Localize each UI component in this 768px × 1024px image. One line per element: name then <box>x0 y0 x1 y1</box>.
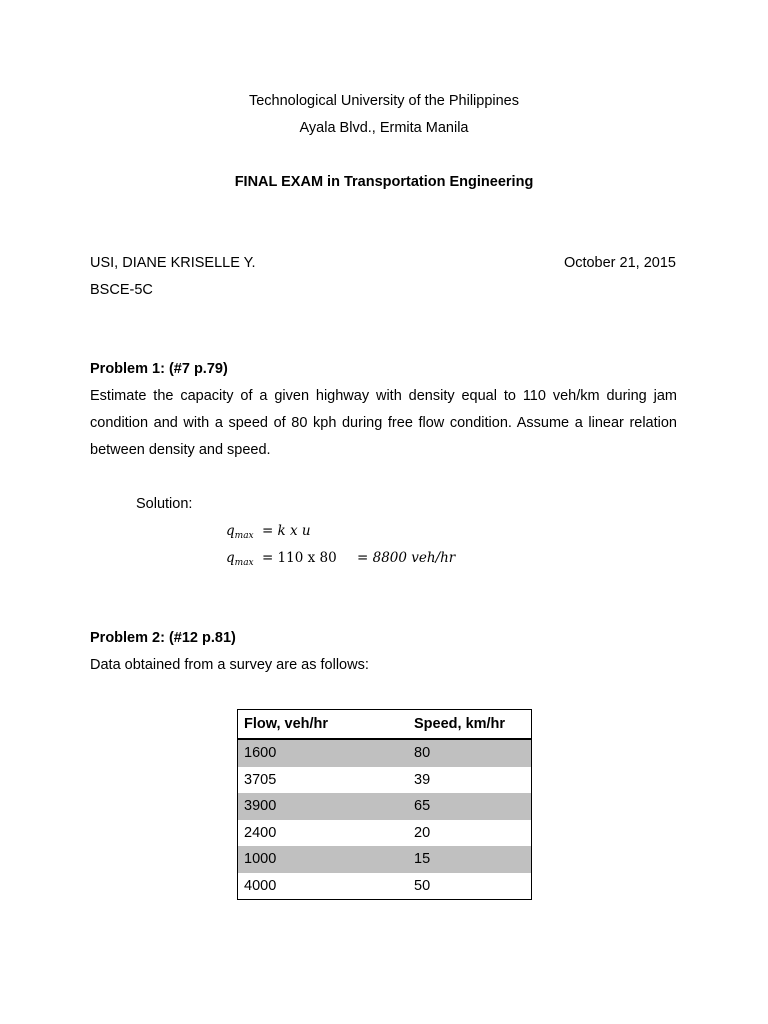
equation-1 <box>226 523 311 541</box>
student-name: USI, DIANE KRISELLE Y. <box>90 255 256 271</box>
student-section: BSCE-5C <box>90 282 153 298</box>
equation-2 <box>226 550 337 568</box>
exam-date: October 21, 2015 <box>563 255 676 271</box>
flow-cell: 4000 <box>244 877 277 894</box>
problem1-text: Estimate the capacity of a given highway with density equal to 110 veh/km during jam condition and with a speed of 80 kph during free flow condition. Assume a linear relation between density and speed. <box>90 388 677 458</box>
flow-cell: 3705 <box>244 771 277 788</box>
flow-cell: 1600 <box>238 739 409 767</box>
university-name: Technological University of the Philippines <box>248 93 519 109</box>
survey-table <box>237 709 532 900</box>
exam-title: FINAL EXAM in Transportation Engineering <box>234 174 534 190</box>
table-row <box>238 820 532 847</box>
speed-cell: 80 <box>408 739 532 767</box>
table-row <box>238 846 532 873</box>
eq2-result: = 8800 veh/hr <box>357 550 456 566</box>
header-flow: Flow, veh/hr <box>238 710 409 740</box>
solution-label: Solution: <box>136 496 193 512</box>
eq1-rhs: = k x u <box>261 523 311 539</box>
speed-cell: 15 <box>408 846 532 873</box>
university-address: Ayala Blvd., Ermita Manila <box>299 120 469 136</box>
table-row <box>238 793 532 820</box>
eq1-lhs-var: q <box>226 523 235 539</box>
table-row <box>238 873 532 900</box>
problem1-heading: Problem 1: (#7 p.79) <box>90 361 228 377</box>
table-row <box>238 739 532 767</box>
speed-cell: 39 <box>414 771 431 788</box>
eq2-lhs-sub: max <box>234 558 254 568</box>
speed-cell: 20 <box>414 824 431 841</box>
problem2-text: Data obtained from a survey are as follows: <box>90 657 369 673</box>
speed-cell: 65 <box>408 793 532 820</box>
speed-cell: 50 <box>414 877 431 894</box>
header-speed: Speed, km/hr <box>408 710 532 740</box>
table-row <box>238 767 532 794</box>
table-header-row <box>238 710 532 740</box>
eq2-lhs-var: q <box>226 550 235 566</box>
flow-cell: 1000 <box>238 846 409 873</box>
problem2-heading: Problem 2: (#12 p.81) <box>90 630 236 646</box>
eq2-rhs: = 110 x 80 <box>261 550 337 566</box>
flow-cell: 2400 <box>244 824 277 841</box>
flow-cell: 3900 <box>238 793 409 820</box>
eq1-lhs-sub: max <box>234 531 254 541</box>
